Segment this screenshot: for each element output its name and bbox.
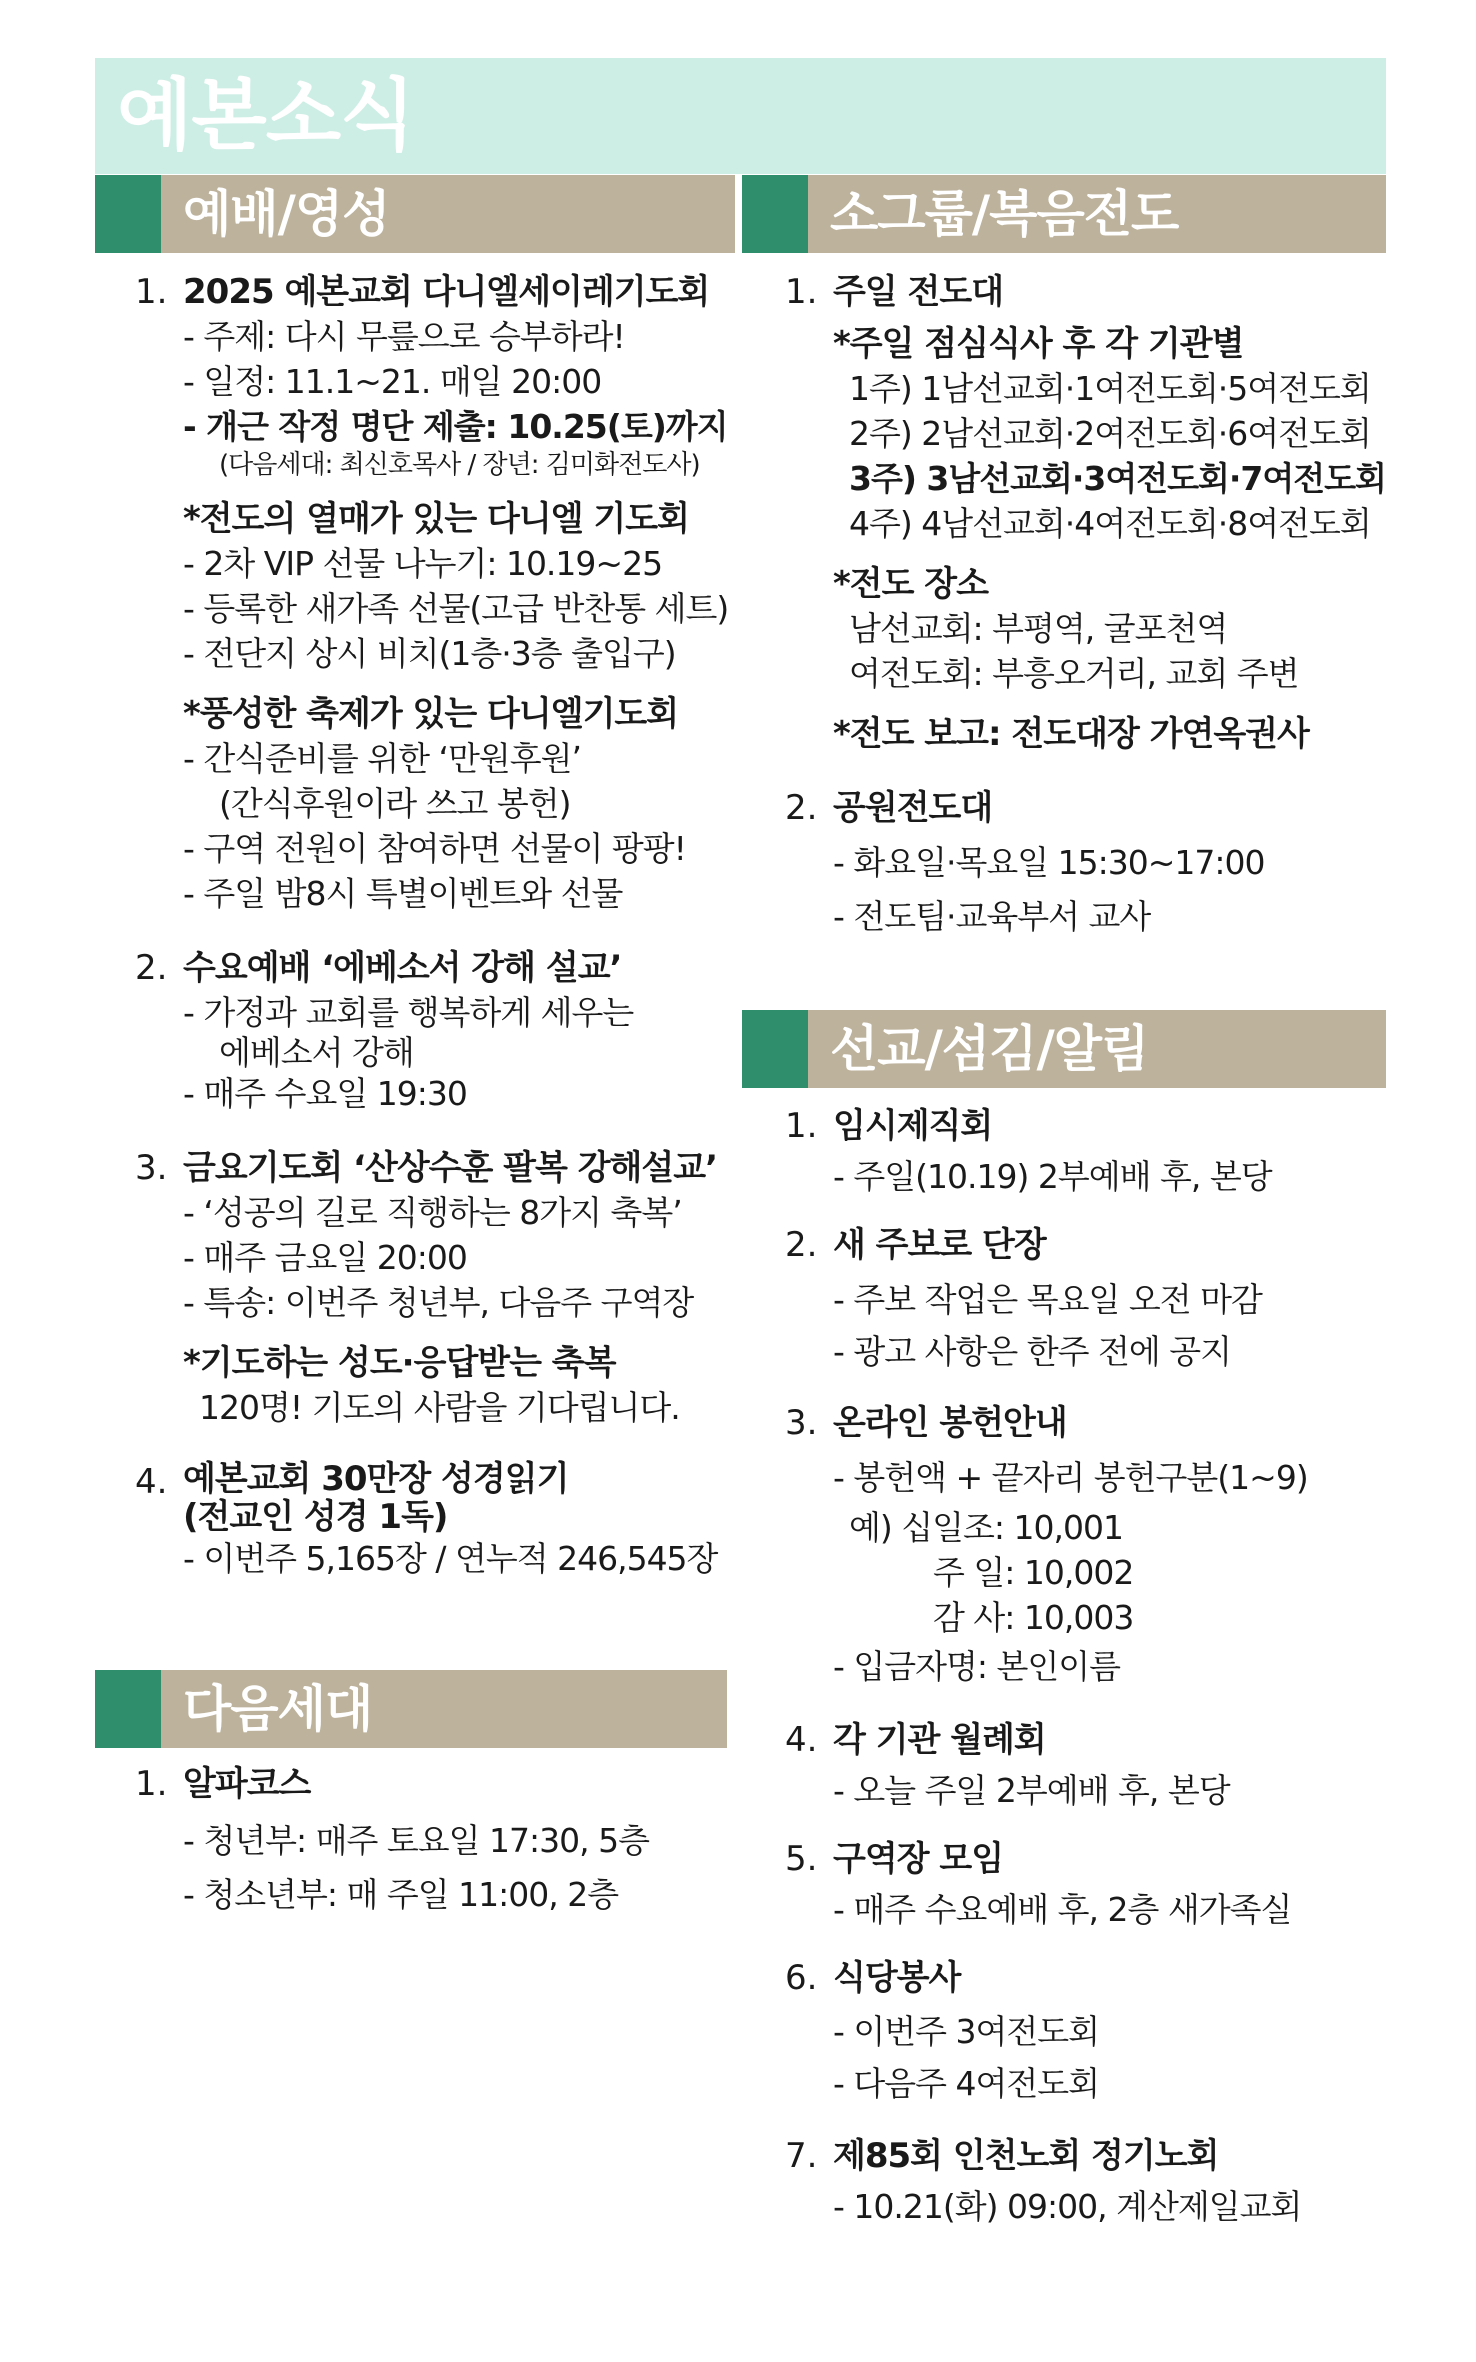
- sub-heading: *전도의 열매가 있는 다니엘 기도회: [183, 499, 689, 539]
- item-line: - ‘성공의 길로 직행하는 8가지 축복’: [183, 1193, 682, 1232]
- sub-heading: *전도 보고: 전도대장 가연옥권사: [833, 714, 1309, 754]
- item-line: - 화요일·목요일 15:30~17:00: [833, 843, 1265, 882]
- item-line: 4주) 4남선교회·4여전도회·8여전도회: [849, 504, 1371, 543]
- item-line: - 이번주 3여전도회: [833, 2012, 1100, 2051]
- sub-heading: *기도하는 성도·응답받는 축복: [183, 1343, 616, 1383]
- item-line: - 가정과 교회를 행복하게 세우는: [183, 993, 634, 1032]
- item-line: - 주일(10.19) 2부예배 후, 본당: [833, 1157, 1272, 1196]
- item-number: 4.: [785, 1720, 818, 1760]
- sub-heading: *전도 장소: [833, 564, 988, 604]
- header-tab-marker: [742, 1010, 808, 1088]
- item-line: - 일정: 11.1~21. 매일 20:00: [183, 362, 602, 401]
- item-number: 5.: [785, 1839, 818, 1879]
- item-line: - 개근 작정 명단 제출: 10.25(토)까지: [183, 407, 728, 446]
- item-title: 제85회 인천노회 정기노회: [833, 2136, 1219, 2176]
- item-title: 각 기관 월례회: [833, 1720, 1046, 1760]
- item-number: 3.: [785, 1403, 818, 1443]
- item-line: - 봉헌액 + 끝자리 봉헌구분(1~9): [833, 1458, 1308, 1497]
- item-line: - 주보 작업은 목요일 오전 마감: [833, 1280, 1262, 1319]
- item-title: 식당봉사: [833, 1958, 961, 1998]
- item-line: - 간식준비를 위한 ‘만원후원’: [183, 739, 582, 778]
- list-item: [785, 1837, 1385, 1932]
- item-number: 2.: [785, 1225, 818, 1265]
- sub-heading: *주일 점심식사 후 각 기관별: [833, 324, 1244, 364]
- item-number: 3.: [135, 1148, 168, 1188]
- item-line: - 이번주 5,165장 / 연누적 246,545장: [183, 1539, 718, 1578]
- item-line: - 다음주 4여전도회: [833, 2064, 1100, 2103]
- item-line: (간식후원이라 쓰고 봉헌): [219, 784, 571, 823]
- list-item: [785, 786, 1385, 944]
- section-title: 소그룹/복음전도: [830, 185, 1179, 243]
- section-header-worship: [95, 175, 735, 253]
- section-header-mission: [742, 1010, 1386, 1088]
- mission-list: [785, 1104, 1385, 2259]
- item-line: - 청소년부: 매 주일 11:00, 2층: [183, 1875, 619, 1914]
- section-header-smallgroup: [742, 175, 1386, 253]
- item-note: (다음세대: 최신호목사 / 장년: 김미화전도사): [219, 450, 700, 480]
- item-title: 새 주보로 단장: [833, 1225, 1046, 1265]
- list-item: [785, 1956, 1385, 2110]
- list-item: [135, 1762, 735, 1922]
- title-bar: [95, 58, 1386, 174]
- item-line: - 광고 사항은 한주 전에 공지: [833, 1332, 1232, 1371]
- item-line: - 10.21(화) 09:00, 계산제일교회: [833, 2187, 1302, 2226]
- item-title: 온라인 봉헌안내: [833, 1403, 1067, 1443]
- item-number: 4.: [135, 1462, 168, 1502]
- item-line: - 주제: 다시 무릎으로 승부하라!: [183, 317, 625, 356]
- item-line: - 2차 VIP 선물 나누기: 10.19~25: [183, 544, 663, 583]
- item-number: 6.: [785, 1958, 818, 1998]
- item-line: 1주) 1남선교회·1여전도회·5여전도회: [849, 369, 1371, 408]
- header-tab-marker: [95, 175, 161, 253]
- page-title: 예본소식: [117, 71, 415, 161]
- item-title: (전교인 성경 1독): [183, 1497, 448, 1537]
- item-title: 예본교회 30만장 성경읽기: [183, 1459, 569, 1499]
- list-item: [135, 946, 735, 1116]
- item-title: 구역장 모임: [833, 1839, 1004, 1879]
- list-item: [785, 1104, 1385, 1199]
- section-header-nextgen: [95, 1670, 727, 1748]
- list-item: [135, 1460, 735, 1581]
- item-line: - 오늘 주일 2부예배 후, 본당: [833, 1771, 1230, 1810]
- item-title: 알파코스: [183, 1764, 311, 1804]
- header-tab-marker: [95, 1670, 161, 1748]
- item-line: 주 일: 10,002: [933, 1553, 1134, 1592]
- item-line: - 특송: 이번주 청년부, 다음주 구역장: [183, 1283, 694, 1322]
- header-tab-marker: [742, 175, 808, 253]
- list-item: [785, 270, 1385, 756]
- item-line: - 청년부: 매주 토요일 17:30, 5층: [183, 1821, 649, 1860]
- item-number: 2.: [785, 788, 818, 828]
- item-line: - 매주 금요일 20:00: [183, 1238, 467, 1277]
- section-title: 다음세대: [183, 1680, 373, 1738]
- item-title: 수요예배 ‘에베소서 강해 설교’: [183, 948, 622, 988]
- item-number: 1.: [135, 1764, 168, 1804]
- item-number: 1.: [785, 272, 818, 312]
- list-item: [135, 1146, 735, 1430]
- sub-heading: *풍성한 축제가 있는 다니엘기도회: [183, 694, 679, 734]
- item-line: 남선교회: 부평역, 굴포천역: [849, 609, 1228, 648]
- item-number: 1.: [785, 1106, 818, 1146]
- list-item: [785, 1401, 1385, 1694]
- item-line: - 주일 밤8시 특별이벤트와 선물: [183, 874, 623, 913]
- item-title: 주일 전도대: [833, 272, 1004, 312]
- smallgroup-list: [785, 270, 1385, 974]
- list-item: [135, 270, 735, 916]
- item-line: 예) 십일조: 10,001: [849, 1508, 1123, 1547]
- nextgen-list: [135, 1762, 735, 1952]
- item-line: - 입금자명: 본인이름: [833, 1647, 1121, 1686]
- section-title: 선교/섬김/알림: [830, 1020, 1149, 1078]
- item-title: 2025 예본교회 다니엘세이레기도회: [183, 272, 710, 312]
- item-line: - 등록한 새가족 선물(고급 반찬통 세트): [183, 589, 729, 628]
- item-line: - 매주 수요일 19:30: [183, 1074, 467, 1113]
- item-line: - 전단지 상시 비치(1층·3층 출입구): [183, 634, 676, 673]
- item-line: 여전도회: 부흥오거리, 교회 주변: [849, 654, 1299, 693]
- item-line: 에베소서 강해: [219, 1033, 414, 1072]
- item-line: 3주) 3남선교회·3여전도회·7여전도회: [849, 459, 1386, 498]
- list-item: [785, 1223, 1385, 1377]
- item-line: 120명! 기도의 사람을 기다립니다.: [199, 1388, 680, 1427]
- item-title: 임시제직회: [833, 1106, 993, 1146]
- list-item: [785, 2134, 1385, 2229]
- worship-list: [135, 270, 735, 1611]
- item-line: - 구역 전원이 참여하면 선물이 팡팡!: [183, 829, 686, 868]
- item-number: 1.: [135, 272, 168, 312]
- item-line: 감 사: 10,003: [933, 1598, 1134, 1637]
- item-number: 7.: [785, 2136, 818, 2176]
- item-line: 2주) 2남선교회·2여전도회·6여전도회: [849, 414, 1371, 453]
- item-title: 금요기도회 ‘산상수훈 팔복 강해설교’: [183, 1148, 718, 1188]
- item-line: - 전도팀·교육부서 교사: [833, 897, 1151, 936]
- item-number: 2.: [135, 948, 168, 988]
- item-title: 공원전도대: [833, 788, 993, 828]
- section-title: 예배/영성: [183, 185, 390, 243]
- list-item: [785, 1718, 1385, 1813]
- item-line: - 매주 수요예배 후, 2층 새가족실: [833, 1890, 1292, 1929]
